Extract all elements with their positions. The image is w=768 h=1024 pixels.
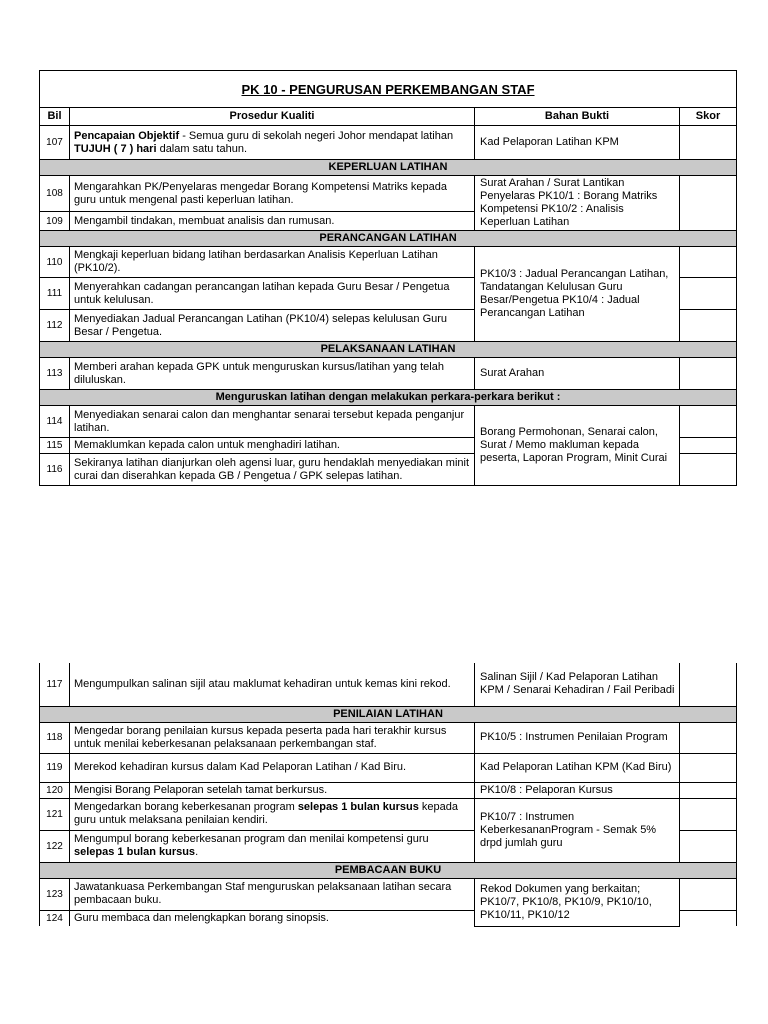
row-number: 121 [40, 798, 70, 830]
bukti-cell: Kad Pelaporan Latihan KPM [475, 126, 680, 160]
bukti-cell: Kad Pelaporan Latihan KPM (Kad Biru) [475, 753, 680, 782]
row-number: 120 [40, 782, 70, 798]
row-number: 108 [40, 176, 70, 212]
skor-cell [680, 358, 737, 390]
table-row [40, 798, 737, 830]
bukti-cell: Surat Arahan [475, 358, 680, 390]
pk10-table-part2 [39, 663, 737, 927]
row-number: 116 [40, 454, 70, 486]
row-number: 117 [40, 663, 70, 706]
bukti-cell: PK10/8 : Pelaporan Kursus [475, 782, 680, 798]
section-row [40, 862, 737, 878]
row-number: 123 [40, 878, 70, 910]
row-number: 112 [40, 310, 70, 342]
header-skor: Skor [680, 108, 737, 126]
prosedur-cell: Mengkaji keperluan bidang latihan berdasarkan Analisis Keperluan Latihan (PK10/2). [70, 247, 475, 278]
skor-cell [680, 310, 737, 342]
bukti-cell: Rekod Dokumen yang berkaitan; PK10/7, PK10/8, PK10/9, PK10/10, PK10/11, PK10/12 [475, 878, 680, 926]
prosedur-cell: Pencapaian Objektif - Semua guru di sekolah negeri Johor mendapat latihan TUJUH ( 7 ) hari dalam satu tahun. [70, 126, 475, 160]
title-row [40, 71, 737, 108]
table-row [40, 358, 737, 390]
prosedur-cell: Menyerahkan cadangan perancangan latihan kepada Guru Besar / Pengetua untuk kelulusan. [70, 278, 475, 310]
skor-cell [680, 454, 737, 486]
prosedur-cell: Mengarahkan PK/Penyelaras mengedar Borang Kompetensi Matriks kepada guru untuk mengenal pasti keperluan latihan. [70, 176, 475, 212]
skor-cell [680, 247, 737, 278]
section-row [40, 160, 737, 176]
row-number: 115 [40, 438, 70, 454]
section-menguruskan-latihan: Menguruskan latihan dengan melakukan perkara-perkara berikut : [40, 390, 737, 406]
skor-cell [680, 753, 737, 782]
prosedur-cell: Sekiranya latihan dianjurkan oleh agensi luar, guru hendaklah menyediakan minit curai dan diserahkan kepada GB / Pengetua / GPK selepas latihan. [70, 454, 475, 486]
prosedur-cell: Guru membaca dan melengkapkan borang sinopsis. [70, 910, 475, 926]
row-number: 119 [40, 753, 70, 782]
prosedur-cell: Mengedarkan borang keberkesanan program selepas 1 bulan kursus kepada guru untuk melaksana penilaian kendiri. [70, 798, 475, 830]
table-row [40, 176, 737, 212]
skor-cell [680, 278, 737, 310]
skor-cell [680, 176, 737, 231]
bukti-cell: Borang Permohonan, Senarai calon, Surat / Memo makluman kepada peserta, Laporan Program, Minit Curai [475, 406, 680, 486]
row-number: 109 [40, 212, 70, 231]
section-row [40, 390, 737, 406]
table-row [40, 247, 737, 278]
prosedur-cell: Mengambil tindakan, membuat analisis dan rumusan. [70, 212, 475, 231]
table-row [40, 126, 737, 160]
row-number: 114 [40, 406, 70, 438]
row-number: 111 [40, 278, 70, 310]
skor-cell [680, 878, 737, 910]
prosedur-cell: Memaklumkan kepada calon untuk menghadiri latihan. [70, 438, 475, 454]
table-row [40, 722, 737, 753]
header-bukti: Bahan Bukti [475, 108, 680, 126]
row-number: 110 [40, 247, 70, 278]
pk10-table-part1 [39, 70, 737, 486]
row-number: 118 [40, 722, 70, 753]
bukti-cell: Surat Arahan / Surat Lantikan Penyelaras PK10/1 : Borang Matriks Kompetensi PK10/2 : Analisis Keperluan Latihan [475, 176, 680, 231]
table-row [40, 878, 737, 910]
section-perancangan-latihan: PERANCANGAN LATIHAN [40, 231, 737, 247]
bukti-cell: PK10/3 : Jadual Perancangan Latihan, Tandatangan Kelulusan Guru Besar/Pengetua PK10/4 : Jadual Perancangan Latihan [475, 247, 680, 342]
prosedur-cell: Mengumpul borang keberkesanan program dan menilai kompetensi guru selepas 1 bulan kursus. [70, 830, 475, 862]
skor-cell [680, 830, 737, 862]
table-row [40, 782, 737, 798]
bukti-cell: PK10/7 : Instrumen KeberkesananProgram - Semak 5% drpd jumlah guru [475, 798, 680, 862]
row-number: 113 [40, 358, 70, 390]
table-row [40, 663, 737, 706]
table-row [40, 406, 737, 438]
row-number: 122 [40, 830, 70, 862]
section-keperluan-latihan: KEPERLUAN LATIHAN [40, 160, 737, 176]
prosedur-cell: Menyediakan Jadual Perancangan Latihan (PK10/4) selepas kelulusan Guru Besar / Pengetua. [70, 310, 475, 342]
section-pembacaan-buku: PEMBACAAN BUKU [40, 862, 737, 878]
section-penilaian-latihan: PENILAIAN LATIHAN [40, 706, 737, 722]
prosedur-cell: Merekod kehadiran kursus dalam Kad Pelaporan Latihan / Kad Biru. [70, 753, 475, 782]
prosedur-cell: Menyediakan senarai calon dan menghantar senarai tersebut kepada penganjur latihan. [70, 406, 475, 438]
prosedur-cell: Jawatankuasa Perkembangan Staf menguruskan pelaksanaan latihan secara pembacaan buku. [70, 878, 475, 910]
prosedur-cell: Mengedar borang penilaian kursus kepada peserta pada hari terakhir kursus untuk menilai keberkesanan pelaksanaan perkembangan staf. [70, 722, 475, 753]
section-row [40, 342, 737, 358]
row-number: 124 [40, 910, 70, 926]
section-row [40, 706, 737, 722]
skor-cell [680, 406, 737, 438]
section-row [40, 231, 737, 247]
prosedur-cell: Mengumpulkan salinan sijil atau maklumat kehadiran untuk kemas kini rekod. [70, 663, 475, 706]
skor-cell [680, 126, 737, 160]
header-bil: Bil [40, 108, 70, 126]
skor-cell [680, 798, 737, 830]
document-title: PK 10 - PENGURUSAN PERKEMBANGAN STAF [40, 71, 737, 108]
section-pelaksanaan-latihan: PELAKSANAAN LATIHAN [40, 342, 737, 358]
skor-cell [680, 438, 737, 454]
bukti-cell: PK10/5 : Instrumen Penilaian Program [475, 722, 680, 753]
bukti-cell: Salinan Sijil / Kad Pelaporan Latihan KPM / Senarai Kehadiran / Fail Peribadi [475, 663, 680, 706]
prosedur-cell: Mengisi Borang Pelaporan setelah tamat berkursus. [70, 782, 475, 798]
header-row [40, 108, 737, 126]
header-prosedur: Prosedur Kualiti [70, 108, 475, 126]
row-number: 107 [40, 126, 70, 160]
skor-cell [680, 910, 737, 926]
skor-cell [680, 663, 737, 706]
skor-cell [680, 782, 737, 798]
skor-cell [680, 722, 737, 753]
table-row [40, 753, 737, 782]
prosedur-cell: Memberi arahan kepada GPK untuk menguruskan kursus/latihan yang telah diluluskan. [70, 358, 475, 390]
